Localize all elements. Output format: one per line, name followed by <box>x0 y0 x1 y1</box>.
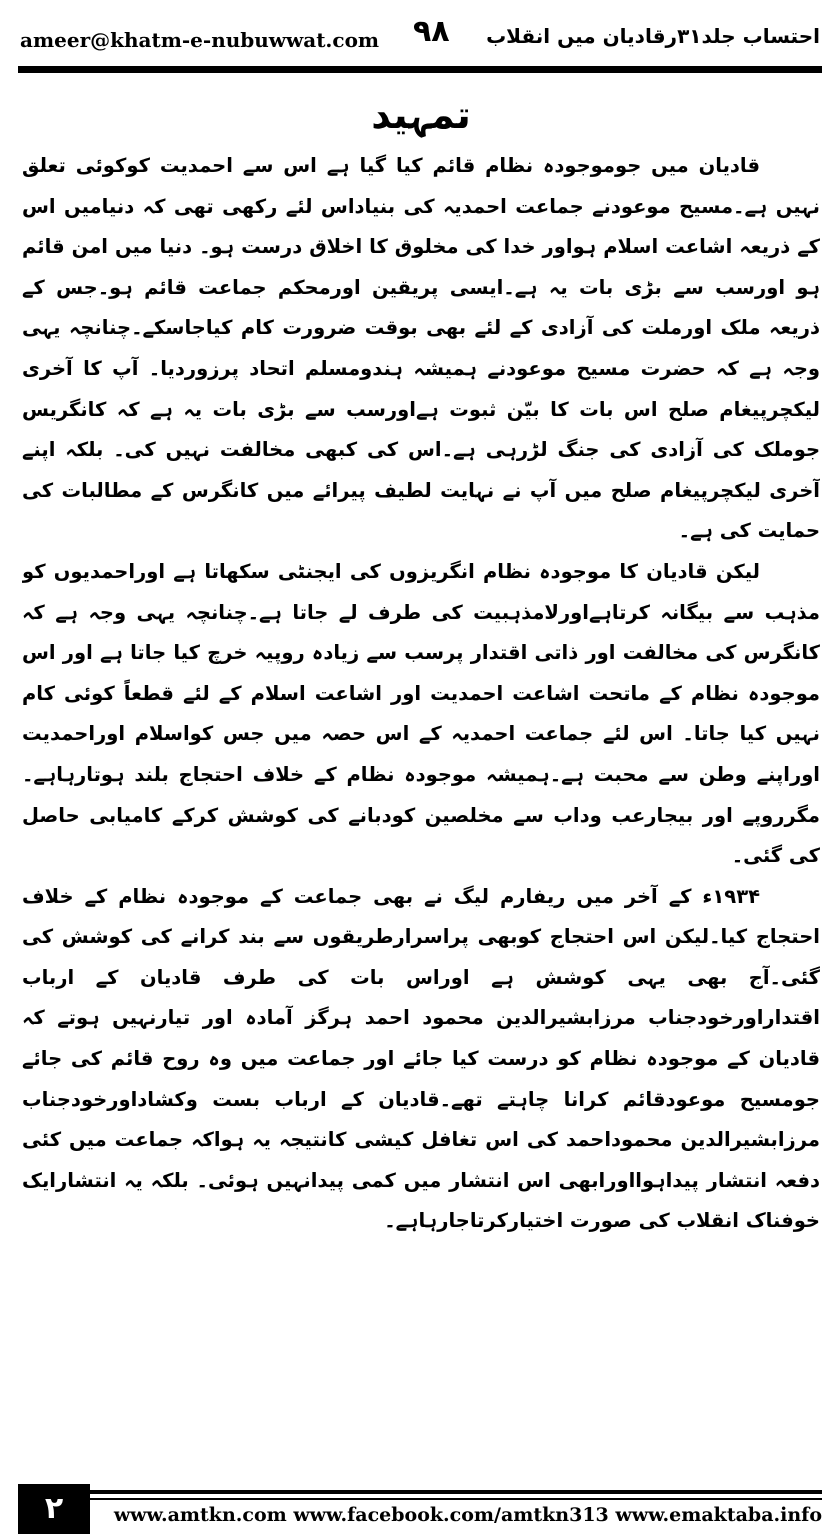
footer-rule-thick <box>18 1490 822 1494</box>
footer-rule-thin <box>18 1498 822 1500</box>
paragraph-1: قادیان میں جوموجودہ نظام قائم کیا گیا ہے اس سے احمدیت کوکوئی تعلق نہیں ہے۔مسیح موعودنے جماعت احمدیہ کی بنیاداس لئے رکھی تھی کہ دنیامیں اس کے ذریعہ اشاعت اسلام ہواور خدا کی مخلوق کا اخلاق درست ہو۔ دنیا میں امن قائم ہو اورسب سے بڑی بات یہ ہے۔ایسی پریقین اورمحکم جماعت قائم ہو۔جس کے ذریعہ ملک اورملت کی آزادی کے لئے بھی بوقت ضرورت کام کیاجاسکے۔چنانچہ یہی وجہ ہے کہ حضرت مسیح موعودنے ہمیشہ ہندومسلم اتحاد پرزوردیا۔ آپ کا آخری لیکچرپیغام صلح اس بات کا بیّن ثبوت ہےاورسب سے بڑی بات یہ ہے کہ کانگریس جوملک کی آزادی کی جنگ لڑرہی ہے۔اس کی کبھی مخالفت نہیں کی۔ بلکہ اپنے آخری لیکچرپیغام صلح میں آپ نے نہایت لطیف پیرائے میں کانگرس کے مطالبات کی حمایت کی ہے۔ <box>22 154 820 543</box>
paragraph-2: لیکن قادیان کا موجودہ نظام انگریزوں کی ایجنٹی سکھاتا ہے اوراحمدیوں کو مذہب سے بیگانہ کرتاہےاورلامذہبیت کی طرف لے جاتا ہے۔چنانچہ یہی وجہ ہے کہ کانگرس کی مخالفت اور ذاتی اقتدار پرسب سے زیادہ روپیہ خرچ کیا جاتا ہے اور اس موجودہ نظام کے ماتحت اشاعت احمدیت اور اشاعت اسلام کے لئے قطعاً کوئی کام نہیں کیا جاتا۔ اس لئے جماعت احمدیہ کے اس حصہ میں جس کواسلام اوراحمدیت اوراپنے وطن سے محبت ہے۔ہمیشہ موجودہ نظام کے خلاف احتجاج بلند ہوتارہاہے۔مگرروپے اور بیجارعب وداب سے مخلصین کودبانے کی کوشش کرکے کامیابی حاصل کی گئی۔ <box>22 559 820 868</box>
page-header <box>18 14 822 62</box>
footer-links: www.amtkn.com www.facebook.com/amtkn313 www.emaktaba.info <box>113 1504 822 1526</box>
header-page-number: ۹۸ <box>413 14 450 49</box>
paragraph-3: ۱۹۳۴ء کے آخر میں ریفارم لیگ نے بھی جماعت کے موجودہ نظام کے خلاف احتجاج کیا۔لیکن اس احتجاج کوبھی پراسرارطریقوں سے بند کرانے کی کوشش کی گئی۔آج بھی یہی کوشش ہے اوراس بات کی طرف قادیان کے ارباب اقتداراورخودجناب مرزابشیرالدین محمود احمد ہرگز آمادہ اور تیارنہیں ہوتے کہ قادیان کے موجودہ نظام کو درست کیا جائے اور جماعت میں وہ روح قائم کی جائے جومسیح موعودقائم کرانا چاہتے تھے۔قادیان کے ارباب بست وکشاداورخودجناب مرزابشیرالدین محموداحمد کی اس تغافل کیشی کانتیجہ یہ ہواکہ جماعت میں کئی دفعہ انتشار پیداہوااورابھی اس انتشار میں کمی پیدانہیں ہوئی۔ بلکہ یہ انتشارایک خوفناک انقلاب کی صورت اختیارکرتاجارہاہے۔ <box>22 884 820 1233</box>
page-footer <box>18 1490 822 1534</box>
header-title: احتساب جلد۳۱رقادیان میں انقلاب <box>486 24 820 48</box>
header-email: ameer@khatm-e-nubuwwat.com <box>20 28 380 52</box>
header-rule <box>18 66 822 73</box>
page-body <box>22 84 820 1420</box>
footer-page-box: ۲ <box>18 1484 90 1534</box>
section-heading: تمہید <box>371 93 471 137</box>
